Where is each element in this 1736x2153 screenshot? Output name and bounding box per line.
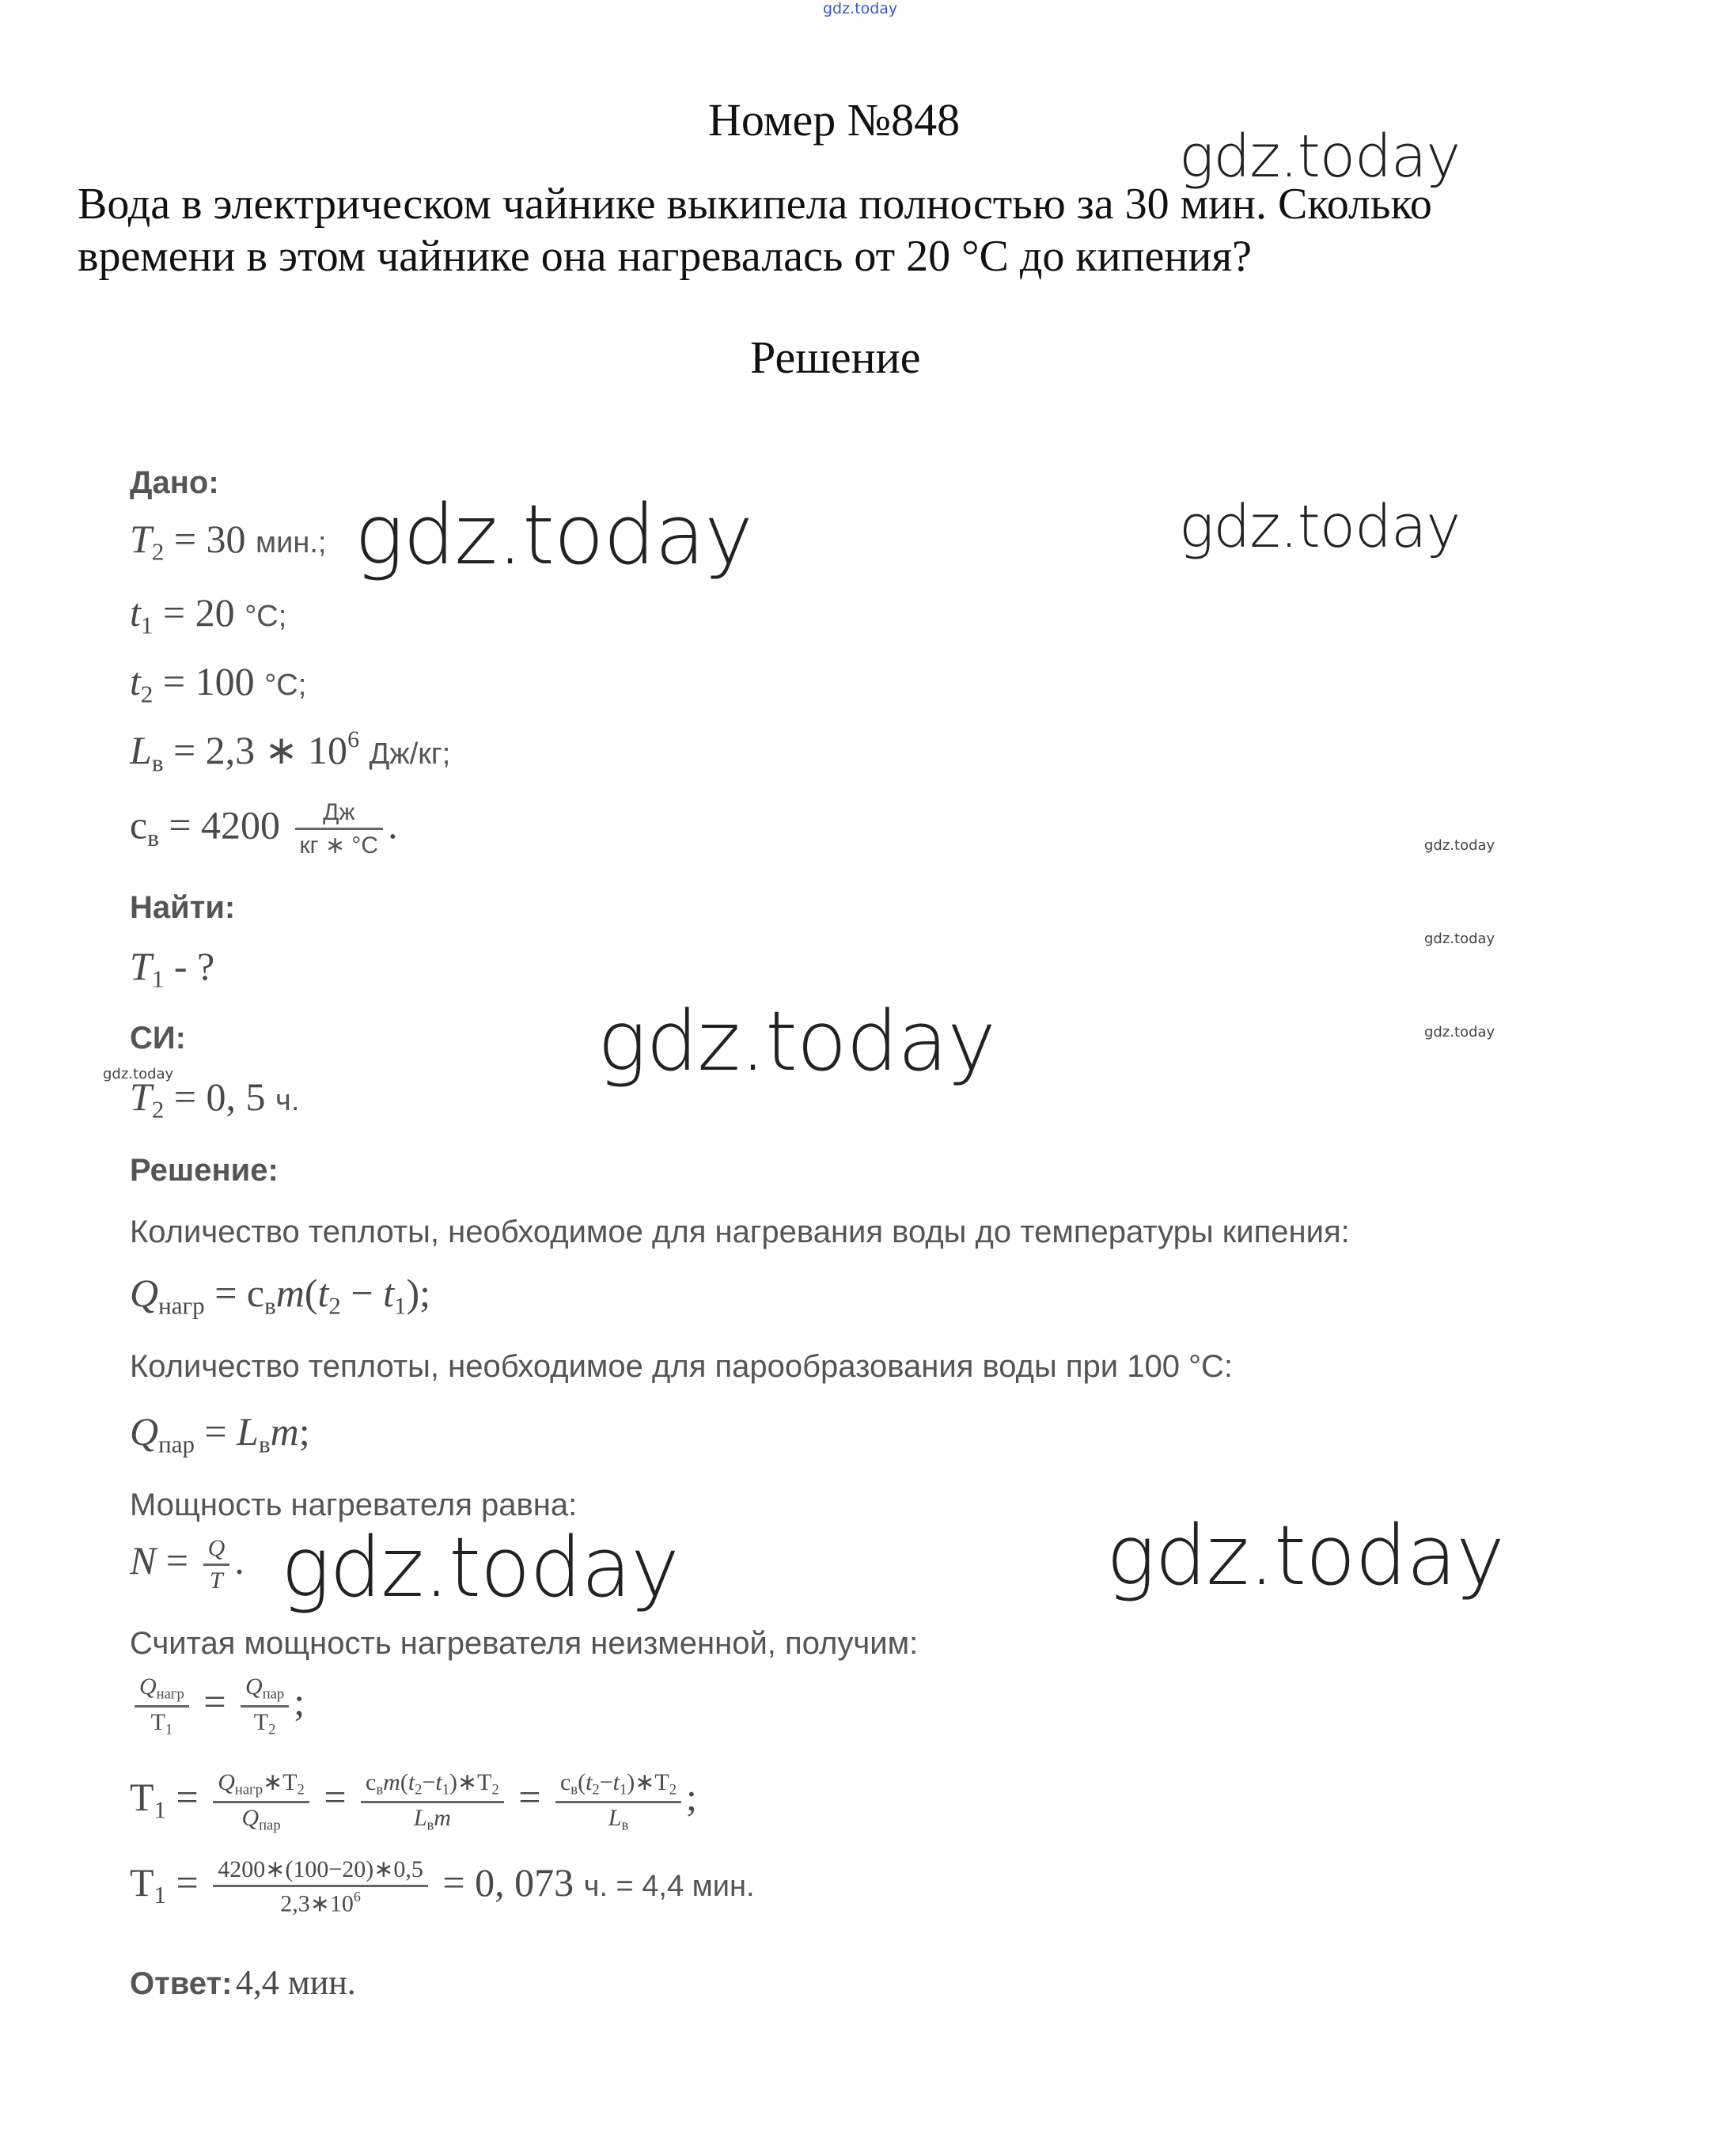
solution-line-2: Количество теплоты, необходимое для парообразования воды при 100 °С: bbox=[130, 1349, 1234, 1384]
watermark-big-1: gdz.today bbox=[354, 487, 752, 583]
given-L: $L_в = 2,3$ ∗ $10^6$ Дж/кг; bbox=[130, 726, 451, 777]
watermark-right-1: gdz.today bbox=[1179, 493, 1461, 561]
watermark-small-3: gdz.today bbox=[1424, 1024, 1495, 1040]
watermark-top: gdz.today bbox=[823, 0, 898, 17]
ratio-left-subscript: нагр bbox=[156, 1685, 184, 1703]
calc-denominator: 2,3∗10 bbox=[280, 1890, 354, 1917]
formula-calc-fraction bbox=[213, 1855, 428, 1918]
solution-line-3: Мощность нагревателя равна: bbox=[130, 1488, 578, 1522]
solution-line-1: Количество теплоты, необходимое для нагревания воды до температуры кипения: bbox=[130, 1215, 1350, 1249]
watermark-small-left: gdz.today bbox=[103, 1066, 174, 1082]
formula-vaporization: $Q_{пар} = L_вm$; bbox=[130, 1409, 310, 1458]
watermark-small-2: gdz.today bbox=[1424, 931, 1495, 947]
solution-heading: Решение: bbox=[130, 1153, 279, 1188]
given-c-value: 4200 bbox=[201, 802, 281, 847]
formula-ratio: $\frac{Q_{нагр}}{T_1}$ = $\frac{Q_{пар}}{T_2}$ ; bbox=[130, 1674, 305, 1738]
formula-power: N = $\frac{Q}{T}$ . bbox=[130, 1535, 244, 1594]
si-T2-value: 0, 5 bbox=[206, 1075, 266, 1119]
watermark-small-1: gdz.today bbox=[1424, 837, 1495, 854]
given-c-numerator: Дж bbox=[295, 799, 384, 830]
calc-numerator: 4200∗(100−20)∗0,5 bbox=[213, 1855, 428, 1887]
formula-ratio-left: $\frac{Q_{нагр}}{T_1}$ bbox=[135, 1674, 189, 1738]
t1-frac1-subscript-num: нагр bbox=[234, 1781, 263, 1799]
formula-calc: $T_1$ = $\frac{4200∗(100-20)∗0,5}{2,3∗10^6}$ = 0, 073 ч. = 4,4 мин. bbox=[130, 1856, 755, 1917]
given-L-value: 2,3 ∗ 10 bbox=[205, 728, 348, 772]
si-T2: $T_2 = 0$, 5 ч. bbox=[130, 1075, 300, 1124]
given-T2-value: 30 bbox=[206, 517, 246, 561]
given-L-unit: Дж/кг; bbox=[369, 737, 451, 771]
formula-ratio-right: $\frac{Q_{пар}}{T_2}$ bbox=[241, 1674, 289, 1738]
formula-T1: $T_1$ = $\frac{Q_{нагр}∗T_2}{Q_{пар}}$ = $\frac{c_вm(t_2-t_1)∗T_2}{L_вm}$ = $\frac{c_в(t_2-t_1)∗T_2}{L_в}$ ; bbox=[130, 1769, 697, 1834]
given-heading: Дано: bbox=[130, 465, 219, 500]
given-c-fraction bbox=[295, 799, 384, 859]
ratio-right-subscript: пар bbox=[262, 1685, 285, 1703]
given-T2-unit: мин.; bbox=[256, 526, 327, 559]
calc-result: = 0, 073 bbox=[442, 1859, 574, 1905]
formula-T1-frac-1: $\frac{Q_{нагр}∗T_2}{Q_{пар}}$ bbox=[213, 1768, 309, 1834]
calc-unit: ч. = 4,4 мин. bbox=[583, 1869, 755, 1903]
given-t1: $t_1 = 20$ °C; bbox=[130, 590, 287, 639]
question-line-1: Вода в электрическом чайнике выкипела полностью за 30 мин. Сколько bbox=[78, 180, 1432, 229]
given-t1-value: 20 bbox=[195, 590, 235, 635]
find-expr: $T_1$ - ? bbox=[130, 944, 215, 993]
given-c: $c_в = 4200$ $\frac{Дж}{кг ∗ ^\circ C}$ . bbox=[130, 799, 398, 859]
si-T2-unit: ч. bbox=[275, 1084, 300, 1117]
solution-title: Решение bbox=[750, 332, 921, 383]
find-expr-text: - ? bbox=[173, 944, 215, 988]
given-L-exponent: 6 bbox=[347, 726, 360, 752]
answer bbox=[130, 1962, 356, 2003]
watermark-big-bottom-right: gdz.today bbox=[1106, 1507, 1504, 1604]
given-t2-unit: °C; bbox=[264, 669, 307, 702]
given-T2: $T_2 = 30$ мин.; bbox=[130, 517, 327, 566]
watermark-big-bottom-left: gdz.today bbox=[281, 1519, 679, 1616]
t1-frac1-subscript-den: пар bbox=[259, 1817, 281, 1834]
formula-power-fraction: $\frac{Q}{T}$ bbox=[203, 1535, 230, 1594]
given-t2: $t_2 = 100$ °C; bbox=[130, 659, 307, 708]
find-heading: Найти: bbox=[130, 890, 236, 925]
formula-heat-subscript: нагр bbox=[158, 1291, 205, 1320]
given-t2-value: 100 bbox=[195, 659, 255, 703]
given-c-denominator: кг ∗ °C bbox=[299, 832, 379, 859]
watermark-center: gdz.today bbox=[597, 993, 995, 1090]
watermark-header: gdz.today bbox=[1179, 123, 1461, 191]
formula-T1-frac-3: $\frac{c_в(t_2-t_1)∗T_2}{L_в}$ bbox=[555, 1768, 681, 1834]
formula-T1-frac-2: $\frac{c_вm(t_2-t_1)∗T_2}{L_вm}$ bbox=[361, 1768, 504, 1834]
answer-label: Ответ: bbox=[130, 1966, 233, 2001]
calc-den-exponent: 6 bbox=[353, 1889, 361, 1905]
answer-value: 4,4 мин. bbox=[235, 1963, 356, 2002]
si-heading: СИ: bbox=[130, 1021, 186, 1056]
page-title: Номер №848 bbox=[708, 94, 961, 146]
solution-line-4: Считая мощность нагревателя неизменной, получим: bbox=[130, 1626, 919, 1661]
formula-vap-subscript: пар bbox=[158, 1430, 195, 1458]
question-line-2: времени в этом чайнике она нагревалась от 20 °С до кипения? bbox=[78, 232, 1252, 281]
formula-heat: $Q_{нагр} = c_вm(t_2 - t_1)$; bbox=[130, 1271, 431, 1320]
given-t1-unit: °C; bbox=[244, 600, 287, 633]
